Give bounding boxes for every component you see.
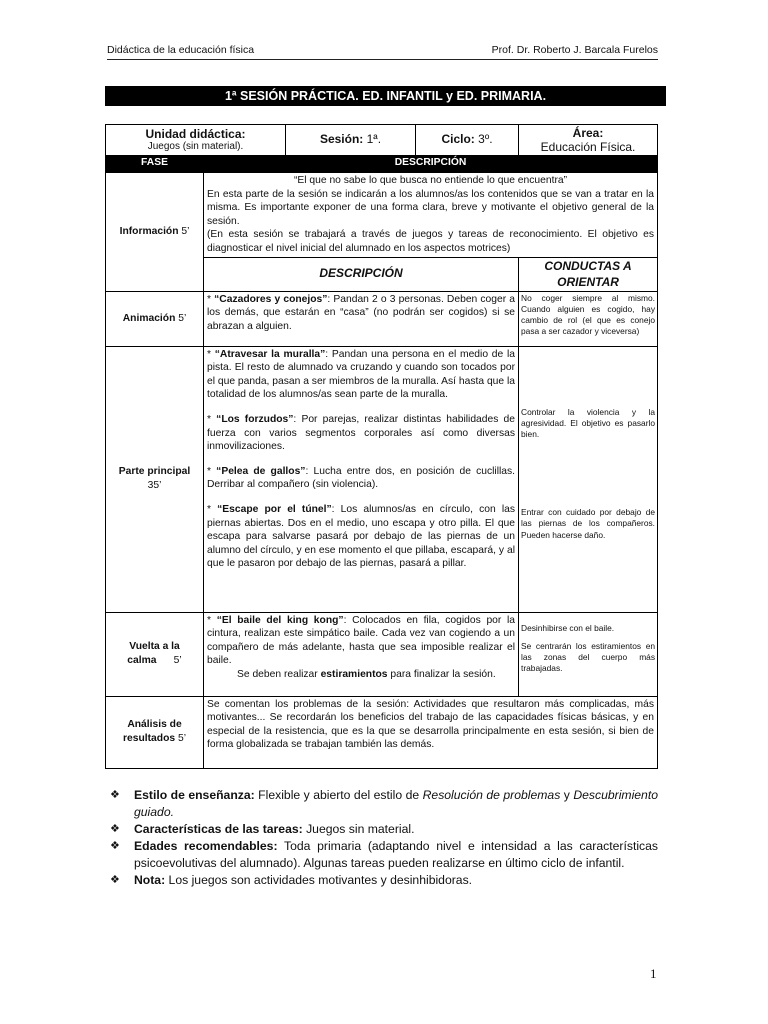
phase-vuelta-name-1: Vuelta a la [129,641,180,653]
phase-analisis-name-2: resultados [123,733,176,745]
principal-game-4-title: “Escape por el túnel” [217,503,332,515]
phase-animacion-name: Animación [122,312,176,324]
animacion-game-title: “Cazadores y conejos” [214,293,328,305]
sesion-cell [286,125,416,156]
page-header [107,44,658,57]
phase-analisis [106,696,204,768]
phase-analisis-name-2-wrap [106,732,203,746]
diamond-bullet-icon: ❖ [110,823,120,835]
informacion-quote: “El que no sabe lo que busca no entiende lo que encuentra” [293,175,568,186]
note-edades [110,838,658,872]
informacion-paragraph-2: (En esta sesión se trabajará a través de juegos y tareas de reconocimiento. El objetivo es diagnosticar el nivel inicial del alumnado en los aspectos motrices) [207,229,655,254]
analisis-text: Se comentan los problemas de la sesión: Actividades que resultaron más complicadas, más motivantes... Se recordarán los beneficios del trabajo de las capacidades físicas básicas, y en especial de la resistencia, que es la que se desarrolla principalmente en esta sesión, si bien de forma globalizada se trabajan también las demás. [204,696,658,768]
ciclo-value: 3º. [478,132,493,147]
note-nota [110,872,658,889]
informacion-paragraph-1: En esta parte de la sesión se indicarán a los alumnos/as los contenidos que se van a tratar en la misma. Es importante exponer de una forma clara, breve y motivante el objetivo general de la sesión. [207,188,655,227]
vuelta-stretch-bold: estiramientos [320,668,388,680]
note-estilo-text-2: y [560,788,574,802]
phase-principal-time: 35’ [147,480,162,492]
principal-game-1-text: : Pandan una persona en el medio de la pista. El resto de alumnado va cruzando y cuando son tocados por el que panda, pasan a ser miembros de la muralla. Así hasta que la totalidad de los alumnos/as sean parte de la muralla. [207,348,516,401]
principal-game-3-text: : Lucha entre dos, en posición de cuclillas. Derribar al compañero (sin violencia). [207,465,516,491]
principal-game-2-title: “Los forzudos” [216,413,294,425]
area-cell [519,125,658,156]
phase-vuelta-name-2-wrap [106,654,203,668]
note-caract-text: Juegos sin material. [302,822,415,836]
vuelta-stretch [207,668,515,682]
header-divider [107,59,658,60]
phase-vuelta-name-2: calma [127,655,157,667]
phase-vuelta [106,612,204,696]
principal-game-1: * “Atravesar la muralla”: Pandan una persona en el medio de la pista. El resto de alumnado va cruzando y cuando son tocados por el que panda, pasan a ser miembros de la muralla. Así hasta que la totalidad de los alumnos/as sean parte de la muralla. [207,348,516,401]
descripcion-header: DESCRIPCIÓN [204,156,658,173]
area-value: Educación Física. [540,140,636,154]
vuelta-game-text: : Colocados en fila, cogidos por la cintura, realizan este simpático baile. Cada vez van cogiendo a un compañero de más adelante, hasta que sea imposible realizar el baile. [207,614,516,667]
principal-game-3-title: “Pelea de gallos” [216,465,306,477]
descripcion-subheader: DESCRIPCIÓN [204,257,519,291]
ciclo-label: Ciclo: [441,132,475,147]
vuelta-conducta-2: Se centrarán los estiramientos en las zonas del cuerpo más trabajadas. [521,640,656,674]
sesion-value: 1ª. [366,132,382,147]
phase-animacion-time: 5’ [178,312,187,324]
principal-game-1-title: “Atravesar la muralla” [214,348,326,360]
phase-analisis-name-1: Análisis de [127,719,182,731]
phase-analisis-time: 5’ [177,733,186,745]
page-number: 1 [650,966,657,981]
animacion-game-text: : Pandan 2 o 3 personas. Deben coger a los demás, que estarán en “casa” (no podrán ser cogidos) si se abrazan a alguien. [207,293,516,332]
diamond-bullet-icon: ❖ [110,789,120,801]
animacion-conducta: No coger siempre al mismo. Cuando alguien es cogido, hay cambio de rol (el que es conejo pasa a ser cazador y viceversa) [519,291,658,346]
principal-conductas [519,346,658,612]
principal-game-4: * “Escape por el túnel”: Los alumnos/as en círculo, con las piernas abiertas. Dos en el medio, uno escapa y otro pilla. El que escapa para salvarse pasará por debajo de las piernas de un alumno del círculo, y en ese momento el que pillaba, escapará, y al que le pasaron por debajo de las piernas, pasará a pillar. [207,503,516,570]
session-table [105,124,658,769]
note-estilo-italic-1: Resolución de problemas [422,788,561,802]
note-nota-label: Nota: [134,873,166,887]
phase-animacion [106,291,204,346]
phase-vuelta-time: 5’ [173,655,182,667]
session-title: 1ª SESIÓN PRÁCTICA. ED. INFANTIL y ED. PRIMARIA. [105,86,666,106]
note-edades-text: Toda primaria (adaptando nivel e intensidad a las características psicoevolutivas del alumnado). Algunas tareas pueden realizarse en último ciclo de infantil. [134,839,659,870]
vuelta-game-title: “El baile del king kong” [216,614,344,626]
vuelta-game: * “El baile del king kong”: Colocados en fila, cogidos por la cintura, realizan este simpático baile. Cada vez van cogiendo a un compañero de más adelante, hasta que sea imposible realizar el baile. [207,614,516,667]
unidad-cell [106,125,286,156]
header-author: Prof. Dr. Roberto J. Barcala Furelos [491,44,658,56]
phase-informacion-time: 5’ [181,225,190,237]
note-estilo-label: Estilo de enseñanza: [134,788,255,802]
phase-informacion [106,173,204,292]
fase-header: FASE [106,156,204,173]
principal-game-2-text: : Por parejas, realizar distintas habilidades de fuerza con varios segmentos corporales así como diversas inmovilizaciones. [207,413,516,453]
unidad-value: Juegos (sin material). [147,141,244,152]
animacion-description: * “Cazadores y conejos”: Pandan 2 o 3 personas. Deben coger a los demás, que estarán en “casa” (no podrán ser cogidos) si se abrazan a alguien. [204,291,519,346]
vuelta-stretch-pre: Se deben realizar [237,668,321,680]
principal-game-2: * “Los forzudos”: Por parejas, realizar distintas habilidades de fuerza con varios segmentos corporales así como diversas inmovilizaciones. [207,413,516,453]
principal-conducta-1: Controlar la violencia y la agresividad. El objetivo es pasarlo bien. [521,406,656,439]
vuelta-stretch-post: para finalizar la sesión. [387,668,496,680]
principal-conducta-2: Entrar con cuidado por debajo de las piernas de los compañeros. Pueden hacerse daño. [521,507,656,540]
vuelta-conductas [519,612,658,696]
sesion-label: Sesión: [319,132,364,147]
note-caract-label: Características de las tareas: [134,822,303,836]
phase-informacion-name: Información [119,225,179,237]
vuelta-conducta-1: Desinhibirse con el baile. [521,622,615,633]
ciclo-cell [416,125,519,156]
phase-principal [106,346,204,612]
diamond-bullet-icon: ❖ [110,840,120,852]
header-course: Didáctica de la educación física [107,44,255,56]
principal-game-4-text: : Los alumnos/as en círculo, con las piernas abiertas. Dos en el medio, uno escapa y otro pilla. El que escapa para salvarse pasará por debajo de las piernas de un alumno del círculo, y en ese momento el que pillaba, escapará, y al que le pasaron por debajo de las piernas, pasará a pillar. [207,503,516,570]
principal-description [204,346,519,612]
vuelta-description [204,612,519,696]
area-label: Área: [572,126,604,140]
note-estilo [110,787,658,821]
phase-principal-name: Parte principal [118,466,191,478]
note-caracteristicas [110,821,658,838]
note-edades-label: Edades recomendables: [134,839,278,853]
notes-list [110,787,658,889]
note-estilo-italic-2: Descubrimiento guiado. [134,788,658,819]
unidad-label: Unidad didáctica: [145,127,246,141]
informacion-text [204,173,658,258]
principal-game-3: * “Pelea de gallos”: Lucha entre dos, en posición de cuclillas. Derribar al compañero (sin violencia). [207,465,516,491]
note-nota-text: Los juegos son actividades motivantes y desinhibidoras. [165,873,473,887]
conductas-subheader: CONDUCTAS A ORIENTAR [519,257,658,291]
diamond-bullet-icon: ❖ [110,874,120,886]
note-estilo-text-1: Flexible y abierto del estilo de [254,788,423,802]
